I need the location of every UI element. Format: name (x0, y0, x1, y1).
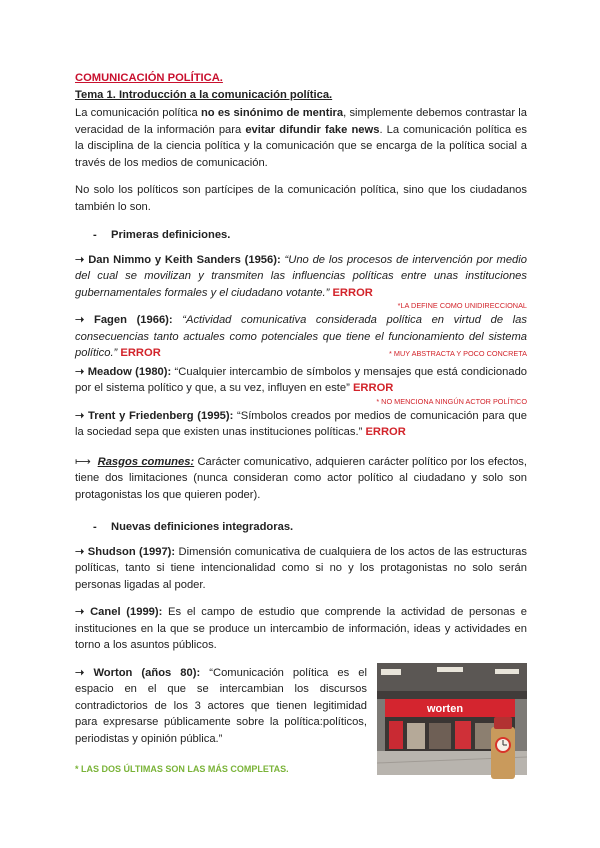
rasgos-text: Carácter comunicativo, adquieren carácter político por los efectos, tiene dos limitaciones (nunca consideran como actor político al ciudadano y solo son protagonistas los que quieren poder). (75, 455, 528, 501)
error-label: ERROR (332, 286, 373, 299)
definition-text: Es el campo de estudio que comprende la actividad de personas e instituciones en la que se produce un intercambio de información, ideas y actividades en torno a los asuntos públicos. (75, 606, 527, 651)
definition-entry (75, 252, 527, 311)
author-name: Worton (años 80): (93, 666, 201, 679)
error-label: ERROR (120, 347, 161, 359)
margin-note: * NO MENCIONA NINGÚN ACTOR POLÍTICO (376, 396, 527, 406)
author-name: Canel (1999): (90, 606, 163, 618)
author-name: Trent y Friedenberg (1995): (88, 409, 234, 422)
arrow-icon: ➝ (75, 545, 85, 558)
arrow-icon: ➝ (75, 666, 85, 679)
footnote: * LAS DOS ÚLTIMAS SON LAS MÁS COMPLETAS. (75, 764, 289, 774)
intro-bold-mentira: no es sinónimo de mentira (200, 107, 344, 119)
section-title: Primeras definiciones. (111, 229, 231, 241)
error-label: ERROR (365, 426, 406, 438)
intro-paragraph-1 (75, 105, 527, 171)
bullet-dash: - (93, 229, 97, 241)
sticker-icon (489, 717, 517, 779)
definition-entry (75, 364, 527, 406)
arrow-icon: ➝ (75, 253, 85, 266)
bullet-dash: - (93, 521, 97, 533)
definition-quote: “Actividad comunicativa considerada política en virtud de las consecuencias tanto actuales como potenciales que tiene el funcionamiento del sistema político.” (75, 314, 527, 359)
store-sign-text: worten (427, 702, 464, 715)
intro-text: , simplemente debemos contrastar la veracidad de la información para (75, 107, 527, 136)
section-title: Nuevas definiciones integradoras. (111, 521, 294, 533)
arrow-icon: ➝ (75, 365, 85, 378)
error-label: ERROR (352, 382, 394, 394)
definition-entry (75, 312, 527, 358)
long-arrow-icon: ⟼ (75, 455, 92, 468)
definition-entry (75, 544, 527, 594)
author-name: Dan Nimmo y Keith Sanders (1956): (88, 253, 281, 266)
margin-note: * MUY ABSTRACTA Y POCO CONCRETA (389, 348, 527, 358)
arrow-icon: ➝ (75, 409, 85, 422)
author-name: Meadow (1980): (87, 365, 172, 378)
intro-text: . La comunicación política es la disciplina de la ciencia política y la comunicación que se encarga de la política social a través de los medios de comunicación. (75, 123, 528, 169)
rasgos-comunes-paragraph (75, 454, 527, 504)
definition-entry (75, 665, 367, 748)
document-title: COMUNICACIÓN POLÍTICA. (75, 72, 223, 84)
definition-entry (75, 408, 527, 441)
intro-paragraph-2: No solo los políticos son partícipes de la comunicación política, sino que los ciudadanos también lo son. (75, 184, 527, 213)
arrow-icon: ➝ (75, 314, 85, 326)
document-page (75, 70, 527, 778)
rasgos-label: Rasgos comunes: (97, 455, 195, 468)
definition-quote: “Uno de los procesos de intervención por medio del cual se movilizan y transmiten las influencias políticas entre unas instituciones gubernamentales formales y el ciudadano votante.” (75, 253, 527, 299)
definition-entry (75, 604, 527, 654)
section-heading-nuevas (93, 519, 527, 536)
margin-note: *LA DEFINE COMO UNIDIRECCIONAL (397, 301, 527, 310)
document-subtitle: Tema 1. Introducción a la comunicación política. (75, 88, 333, 101)
author-name: Shudson (1997): (87, 545, 176, 558)
definition-text: Dimensión comunicativa de cualquiera de los actos de las estructuras políticas, tanto si tiene intencionalidad como si no y los protagonistas no solo serán personas ligadas al poder. (75, 545, 528, 591)
definition-text: “Comunicación política es el espacio en el que se intercambian los discursos contradictorios de los 3 actores que tienen legitimidad para expresarse públicamente sobre la política:políticos, periodistas y opinión pública.” (75, 666, 368, 745)
section-heading-primeras (93, 227, 527, 244)
definition-quote: “Cualquier intercambio de símbolos y mensajes que está condicionado por el sistema político y que, a su vez, influyen en este” (75, 365, 528, 394)
author-name: Fagen (1966): (94, 314, 173, 326)
intro-bold-fake-news: evitar difundir fake news (245, 123, 380, 136)
arrow-icon: ➝ (75, 606, 85, 618)
definition-quote: “Símbolos creados por medios de comunicación para que la sociedad sepa que existen unas instituciones políticas.” (75, 409, 527, 438)
intro-text: La comunicación política (75, 107, 201, 119)
worton-block (75, 665, 527, 748)
